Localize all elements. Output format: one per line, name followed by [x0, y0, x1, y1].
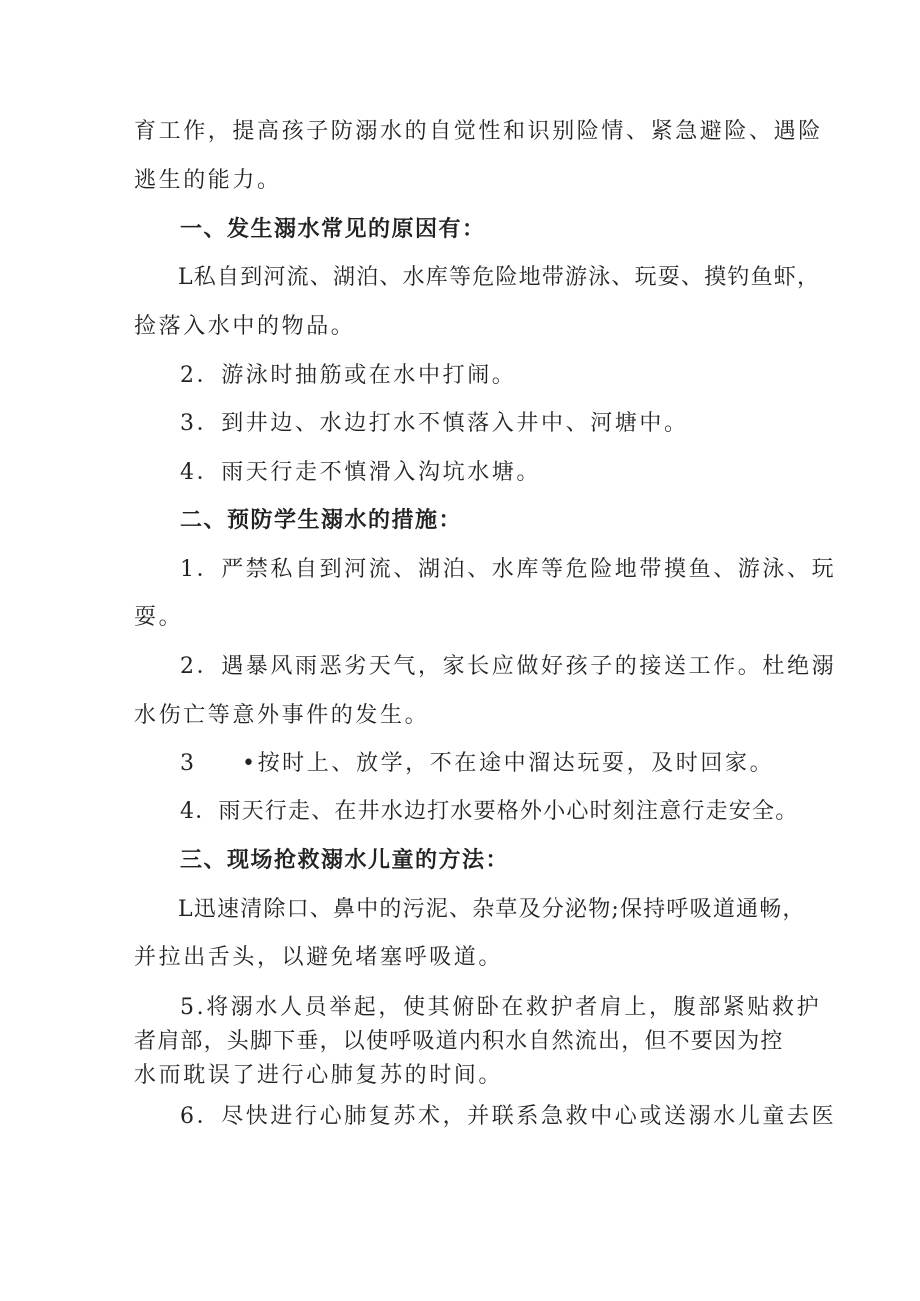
list-item-continuation: 水而耽误了进行心肺复苏的时间。 — [134, 1063, 504, 1088]
list-item: 2．遇暴风雨恶劣天气，家长应做好孩子的接送工作。杜绝溺 — [180, 654, 837, 679]
list-item: 1．严禁私自到河流、湖泊、水库等危险地带摸鱼、游泳、玩 — [180, 557, 837, 582]
list-item-continuation: 并拉出舌头，以避免堵塞呼吸道。 — [134, 945, 504, 970]
list-item: 3．到井边、水边打水不慎落入井中、河塘中。 — [180, 411, 689, 436]
list-item-text: •按时上、放学，不在途中溜达玩耍，及时回家。 — [242, 751, 775, 776]
list-item: 2．游泳时抽筋或在水中打闹。 — [180, 363, 517, 388]
list-item: 4．雨天行走不慎滑入沟坑水塘。 — [180, 460, 541, 485]
list-item — [180, 749, 774, 779]
list-item-continuation: 水伤亡等意外事件的发生。 — [134, 703, 430, 728]
list-item: 4．雨天行走、在井水边打水要格外小心时刻注意行走安全。 — [180, 799, 799, 824]
list-item-number: 3 — [180, 751, 197, 776]
section-heading: 三、现场抢救溺水儿童的方法： — [180, 848, 510, 873]
list-item: 5.将溺水人员举起，使其俯卧在救护者肩上，腹部紧贴救护 — [180, 995, 822, 1020]
section-heading: 一、发生溺水常见的原因有： — [180, 217, 486, 242]
list-item: L私自到河流、湖泊、水库等危险地带游泳、玩耍、摸钓鱼虾， — [178, 265, 821, 290]
list-item-continuation: 捡落入水中的物品。 — [134, 314, 356, 339]
list-item-continuation: 者肩部，头脚下垂，以使呼吸道内积水自然流出，但不要因为控 — [134, 1029, 784, 1054]
section-heading: 二、预防学生溺水的措施： — [180, 508, 463, 533]
list-item-continuation: 耍。 — [134, 605, 184, 630]
paragraph-line: 育工作，提高孩子防溺水的自觉性和识别险情、紧急避险、遇险 — [134, 119, 823, 144]
list-item: L迅速清除口、鼻中的污泥、杂草及分泌物;保持呼吸道通畅， — [178, 897, 806, 922]
list-item: 6．尽快进行心肺复苏术，并联系急救中心或送溺水儿童去医 — [180, 1104, 837, 1129]
paragraph-line: 逃生的能力。 — [134, 168, 282, 193]
